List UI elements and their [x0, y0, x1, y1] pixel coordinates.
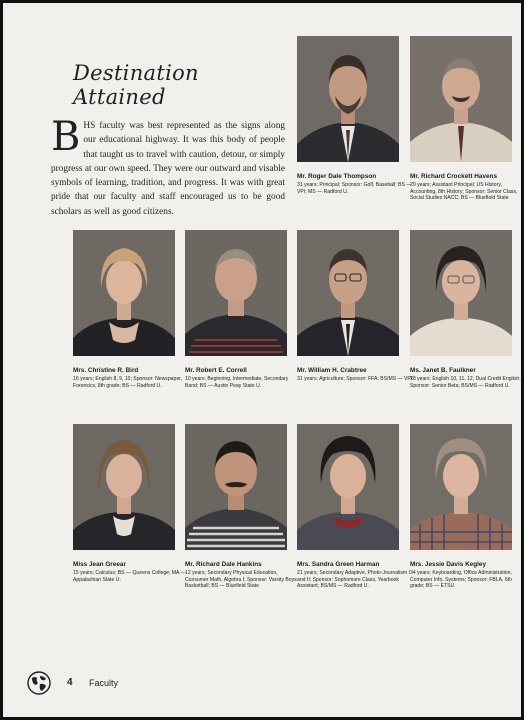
- faculty-caption-8: [185, 561, 301, 590]
- faculty-caption-6: [410, 367, 521, 389]
- intro-paragraph: [51, 114, 285, 219]
- faculty-details: 29 years; Assistant Principal; US History, Accounting, 8th History; Sponsor: Senior Class, Social Studies NACC; BS — Bluefield State: [410, 182, 518, 202]
- portrait-icon: [185, 230, 287, 356]
- faculty-name: Mrs. Sandra Green Harman: [297, 561, 380, 568]
- faculty-caption-1: [297, 173, 413, 195]
- faculty-caption-10: [410, 561, 521, 590]
- faculty-photo-2: [410, 36, 512, 162]
- faculty-photo-1: [297, 36, 399, 162]
- portrait-icon: [297, 230, 399, 356]
- faculty-photo-5: [297, 230, 399, 356]
- globe-icon: [27, 671, 51, 695]
- faculty-photo-6: [410, 230, 512, 356]
- faculty-details: 10 years; Beginning, Intermediate, Secondary Band; BS — Austin Peay State U.: [185, 376, 289, 389]
- faculty-name: Mrs. Jessie Davis Kegley: [410, 561, 487, 568]
- portrait-icon: [410, 424, 512, 550]
- page-title: Destination Attained: [73, 61, 199, 109]
- faculty-name: Mr. Richard Dale Hankins: [185, 561, 262, 568]
- portrait-icon: [73, 424, 175, 550]
- faculty-details: 31 years; Agriculture; Sponsor: FFA; BS/MS — VPI: [297, 376, 413, 382]
- drop-cap: B: [51, 114, 81, 160]
- faculty-details: 16 years; English 8, 9, 10; Sponsor: Newspaper, Forensics, 8th grade; BS — Radford U.: [73, 376, 183, 389]
- portrait-icon: [297, 36, 399, 162]
- faculty-details: 31 years; Principal; Sponsor: Golf, Baseball; BS — VPI; MS — Radford U.: [297, 182, 412, 195]
- portrait-icon: [297, 424, 399, 550]
- faculty-details: 12 years; Secondary Physical Education, Consumer Math, Algebra I; Sponsor: Varsity Boys Basketball; BS — Bluefield State: [185, 570, 297, 590]
- faculty-photo-8: [185, 424, 287, 550]
- section-label: Faculty: [89, 678, 119, 688]
- faculty-caption-5: [297, 367, 413, 383]
- faculty-caption-3: [73, 367, 189, 389]
- faculty-name: Mr. William H. Crabtree: [297, 367, 367, 374]
- faculty-details: 21 years; Secondary Adaptive, Photo-Journalism I and II; Sponsor: Sophomore Class, Yearbook Assistant; BS/MS — Radford U.: [297, 570, 410, 590]
- faculty-caption-7: [73, 561, 189, 583]
- faculty-photo-9: [297, 424, 399, 550]
- portrait-icon: [410, 36, 512, 162]
- faculty-photo-7: [73, 424, 175, 550]
- faculty-caption-4: [185, 367, 301, 389]
- faculty-name: Ms. Janet B. Faulkner: [410, 367, 476, 374]
- portrait-icon: [410, 230, 512, 356]
- faculty-details: 15 years; Calculus; BS — Queens College; MA — Appalachian State U.: [73, 570, 186, 583]
- portrait-icon: [185, 424, 287, 550]
- faculty-details: 34 years; Keyboarding, Office Administration, Computer Info. Systems; Sponsor: FBLA, 6th grade; BS — ETSU: [410, 570, 512, 590]
- yearbook-page: [3, 3, 521, 717]
- faculty-caption-9: [297, 561, 413, 590]
- faculty-name: Mr. Robert E. Correll: [185, 367, 247, 374]
- faculty-name: Mr. Roger Dale Thompson: [297, 173, 377, 180]
- page-number: 4: [67, 677, 73, 688]
- faculty-photo-3: [73, 230, 175, 356]
- faculty-photo-4: [185, 230, 287, 356]
- faculty-photo-10: [410, 424, 512, 550]
- faculty-name: Miss Jean Greear: [73, 561, 126, 568]
- faculty-name: Mr. Richard Crockett Havens: [410, 173, 498, 180]
- faculty-name: Mrs. Christine R. Bird: [73, 367, 139, 374]
- intro-text: HS faculty was best represented as the signs along our educational highway. It was this body of people that taught us to travel with caution, detour, or simply progress at our own speed. They were our outward and visable symbols of learning, tradition, and progress. It was with great pride that our faculty and staff encouraged us to be good scholars as well as good citizens.: [51, 121, 285, 217]
- faculty-caption-2: [410, 173, 521, 202]
- portrait-icon: [73, 230, 175, 356]
- faculty-details: 28 years; English 10, 11, 12, Dual Credit English; Sponsor: Senior Beta; BS/MS — Radford U.: [410, 376, 521, 389]
